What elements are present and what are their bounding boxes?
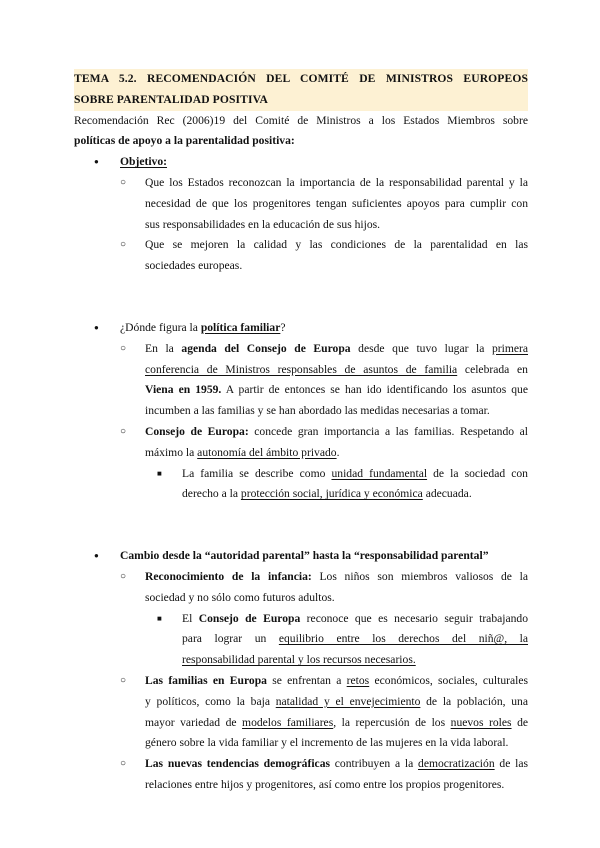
document-title [74,69,528,111]
circle-marker: ○ [120,674,127,686]
cambio-item-2-line-3: mayor variedad de modelos familiares, la repercusión de los nuevos roles de [145,715,529,729]
objetivo-item-1-line-2: necesidad de que los progenitores tengan suficientes apoyos para cumplir con [145,196,528,210]
objetivo-section [94,152,528,173]
intro-text: Recomendación Rec (2006)19 del Comité de Ministros a los Estados Miembros sobre [74,113,528,127]
objetivo-item-1-line-3: sus responsabilidades en la educación de sus hijos. [145,217,381,231]
cambio-item-1 [120,567,528,609]
cambio-label: Cambio desde la “autoridad parental” hasta la “responsabilidad parental” [120,549,489,563]
cambio-item-2-line-1: Las familias en Europa se enfrentan a retos económicos, sociales, culturales [145,673,528,687]
circle-marker: ○ [120,758,127,770]
title-line-1: TEMA 5.2. RECOMENDACIÓN DEL COMITÉ DE MINISTROS EUROPEOS [74,69,528,90]
donde-subitem-line-2: derecho a la protección social, jurídica y económica adecuada. [182,487,472,501]
square-marker: ■ [157,468,162,478]
donde-prefix: ¿Dónde figura la [120,320,201,334]
cambio-item-3 [120,754,528,796]
cambio-subitem-line-3: responsabilidad parental y los recursos necesarios. [182,653,416,667]
donde-item-1-line-1: En la agenda del Consejo de Europa desde que tuvo lugar la primera [145,341,529,355]
cambio-item-2-line-2: y políticos, como la baja natalidad y el envejecimiento de la población, una [145,694,528,708]
cambio-subitem-line-2: para lograr un equilibrio entre los derechos del niñ@, la [182,632,529,646]
circle-marker: ○ [120,425,127,437]
title-line-2: SOBRE PARENTALIDAD POSITIVA [74,90,268,111]
circle-marker: ○ [120,342,127,354]
donde-item-1-line-2: conferencia de Ministros responsables de asuntos de familia celebrada en [145,362,528,376]
cambio-item-2 [120,671,528,754]
objetivo-item-1-line-1: Que los Estados reconozcan la importancia de la responsabilidad parental y la [145,175,528,189]
donde-item-1-line-3: Viena en 1959. A partir de entonces se han ido identificando los asuntos que [145,383,528,397]
objetivo-label: Objetivo: [120,155,168,169]
square-marker: ■ [157,613,162,623]
bullet-marker: ● [94,157,99,167]
circle-marker: ○ [120,570,127,582]
cambio-item-2-line-4: género sobre la vida familiar y el incremento de las mujeres en la vida laboral. [145,736,509,750]
donde-bold: política familiar [200,320,281,334]
intro-paragraph [74,111,528,153]
objetivo-item-1 [120,173,528,235]
objetivo-item-2-line-2: sociedades europeas. [145,259,243,273]
cambio-section [94,546,528,567]
donde-item-2 [120,422,528,464]
cambio-item-1-line-1: Reconocimiento de la infancia: Los niños son miembros valiosos de la [145,569,529,583]
cambio-subitem-line-1: El Consejo de Europa reconoce que es necesario seguir trabajando [182,611,529,625]
donde-item-1 [120,339,528,422]
bullet-marker: ● [94,551,99,561]
cambio-item-3-line-2: relaciones entre hijos y progenitores, así como entre los propios progenitores. [145,777,505,791]
circle-marker: ○ [120,239,127,251]
donde-suffix: ? [280,320,286,334]
donde-section [94,318,528,339]
donde-item-2-line-2: máximo la autonomía del ámbito privado. [145,445,340,459]
donde-subitem [157,464,528,506]
circle-marker: ○ [120,176,127,188]
objetivo-item-2-line-1: Que se mejoren la calidad y las condiciones de la parentalidad en las [145,238,528,252]
cambio-subitem [157,609,528,671]
donde-item-2-line-1: Consejo de Europa: concede gran importancia a las familias. Respetando al [145,424,528,438]
intro-bold: políticas de apoyo a la parentalidad positiva: [74,134,295,148]
donde-subitem-line-1: La familia se describe como unidad fundamental de la sociedad con [182,466,528,480]
document-page [74,69,528,796]
bullet-marker: ● [94,322,99,332]
objetivo-item-2 [120,235,528,277]
cambio-item-3-line-1: Las nuevas tendencias demográficas contribuyen a la democratización de las [145,757,528,771]
donde-item-1-line-4: incumben a las familias y se han abordado las medidas necesarias a tomar. [145,404,490,418]
cambio-item-1-line-2: sociedad y no sólo como futuros adultos. [145,590,335,604]
